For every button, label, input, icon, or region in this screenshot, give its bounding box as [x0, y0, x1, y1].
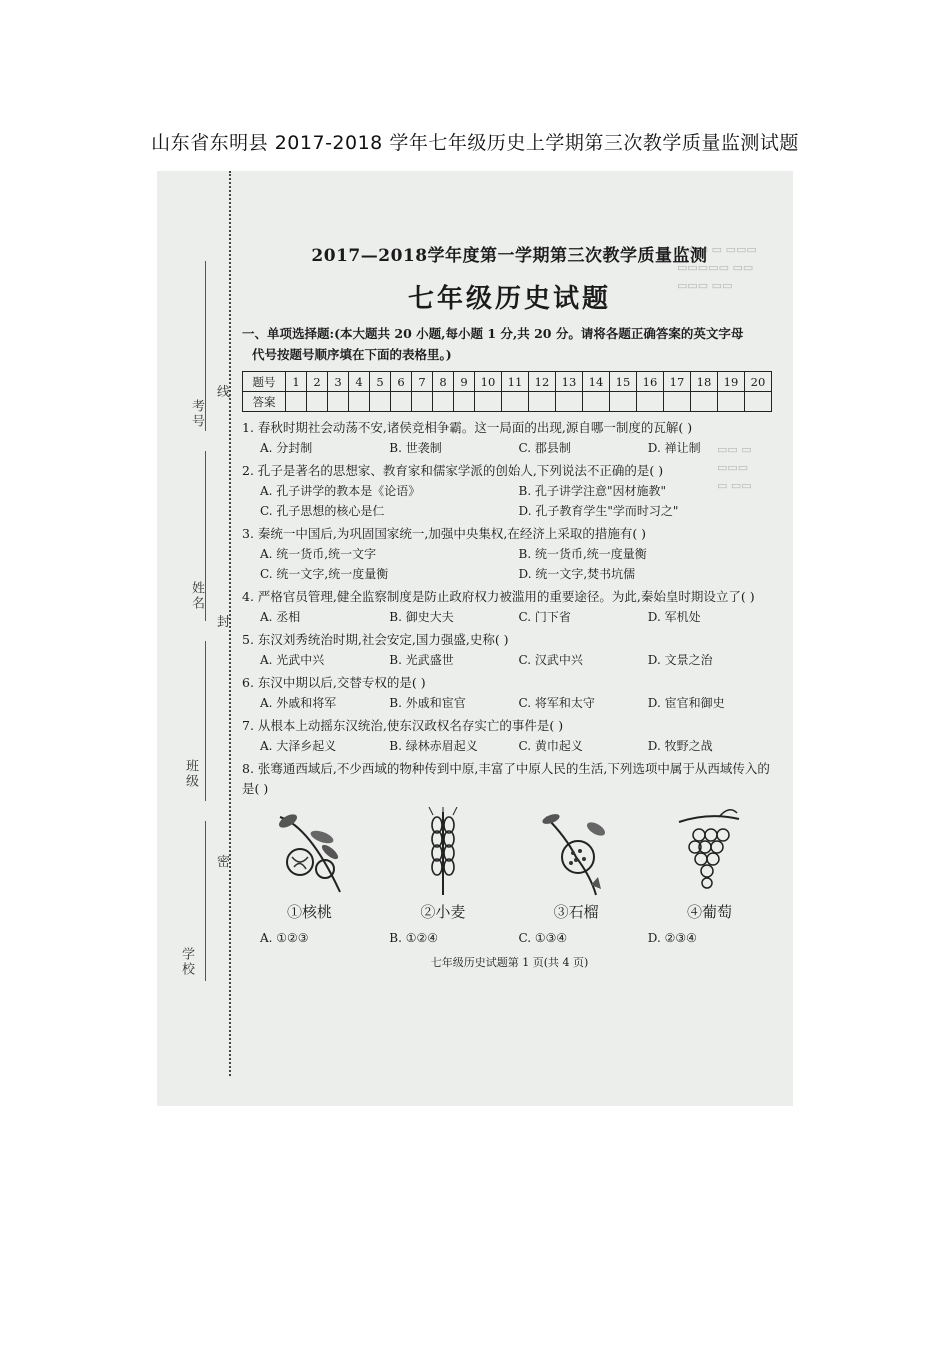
answer-cell[interactable]: [328, 392, 349, 412]
answer-cell[interactable]: [718, 392, 745, 412]
number-cell: 8: [433, 372, 454, 392]
option[interactable]: A. 统一货币,统一文字: [260, 547, 377, 561]
option[interactable]: D. 禅让制: [647, 441, 701, 455]
answer-cell[interactable]: [691, 392, 718, 412]
option[interactable]: B. 光武盛世: [389, 653, 454, 667]
answer-cell[interactable]: [745, 392, 772, 412]
answer-cell[interactable]: [454, 392, 475, 412]
walnut-plant-icon: [270, 807, 350, 897]
option[interactable]: A. 孔子讲学的教本是《论语》: [260, 484, 421, 498]
option[interactable]: C. 孔子思想的核心是仁: [260, 504, 385, 518]
option[interactable]: C. 黄巾起义: [518, 739, 583, 753]
answer-cell[interactable]: [349, 392, 370, 412]
plant-label: ①核桃: [286, 903, 332, 921]
number-row-label: 题号: [243, 372, 286, 392]
question-4: 4. 严格官员管理,健全监察制度是防止政府权力被滥用的重要途径。为此,秦始皇时期设立了( ): [242, 589, 755, 604]
number-cell: 19: [718, 372, 745, 392]
number-cell: 15: [610, 372, 637, 392]
plant-illustrations: [242, 807, 777, 922]
exam-header: 2017—2018学年度第一学期第三次教学质量监测: [311, 246, 708, 266]
answer-cell[interactable]: [556, 392, 583, 412]
answer-cell[interactable]: [664, 392, 691, 412]
option[interactable]: C. 门下省: [518, 610, 571, 624]
bleed-through-texture: ▭▭▭ ▭ ▭▭▭ ▭▭▭▭▭ ▭▭ ▭▭▭ ▭▭: [677, 243, 757, 292]
question-3-options: [242, 544, 777, 584]
number-cell: 14: [583, 372, 610, 392]
number-cell: 2: [307, 372, 328, 392]
answer-cell[interactable]: [529, 392, 556, 412]
document-title: 山东省东明县 2017-2018 学年七年级历史上学期第三次教学质量监测试题: [151, 132, 799, 154]
number-cell: 4: [349, 372, 370, 392]
option[interactable]: C. 汉武中兴: [518, 653, 583, 667]
option[interactable]: C. 郡县制: [518, 441, 571, 455]
answer-row: [243, 392, 772, 412]
answer-cell[interactable]: [370, 392, 391, 412]
grape-icon: [669, 807, 749, 897]
option[interactable]: A. 大泽乡起义: [260, 739, 337, 753]
number-cell: 11: [502, 372, 529, 392]
question-5: 5. 东汉刘秀统治时期,社会安定,国力强盛,史称( ): [242, 632, 509, 647]
question-1-options: [242, 438, 777, 458]
label-name: 姓名: [189, 581, 204, 611]
section-instructions: [242, 323, 777, 365]
option[interactable]: D. 宦官和御史: [647, 696, 725, 710]
plant-grape: [662, 807, 757, 922]
option[interactable]: A. 分封制: [260, 441, 313, 455]
question-6-options: [242, 693, 777, 713]
answer-cell[interactable]: [433, 392, 454, 412]
page-footer: 七年级历史试题第 1 页(共 4 页): [430, 956, 589, 969]
number-row: [243, 372, 772, 392]
answer-cell[interactable]: [637, 392, 664, 412]
question-7-options: [242, 736, 777, 756]
question-8-options: [242, 928, 777, 948]
answer-cell[interactable]: [475, 392, 502, 412]
exam-photo: [157, 171, 793, 1106]
question-5-options: [242, 650, 777, 670]
option[interactable]: D. 孔子教育学生"学而时习之": [518, 504, 679, 518]
number-cell: 18: [691, 372, 718, 392]
answer-cell[interactable]: [412, 392, 433, 412]
question-2: 2. 孔子是著名的思想家、教育家和儒家学派的创始人,下列说法不正确的是( ): [242, 463, 664, 478]
plant-label: ②小麦: [420, 903, 466, 921]
number-cell: 17: [664, 372, 691, 392]
answer-cell[interactable]: [502, 392, 529, 412]
section-line: 代号按题号顺序填在下面的表格里。): [252, 347, 452, 362]
option[interactable]: A. ①②③: [260, 931, 309, 945]
pomegranate-icon: [536, 807, 616, 897]
class-write-line: [205, 641, 206, 801]
option[interactable]: B. ①②④: [389, 931, 438, 945]
option[interactable]: B. 孔子讲学注意"因材施教": [518, 484, 666, 498]
answer-row-label: 答案: [243, 392, 286, 412]
plant-label: ④葡萄: [686, 903, 732, 921]
number-cell: 6: [391, 372, 412, 392]
question-8: 8. 张骞通西域后,不少西域的物种传到中原,丰富了中原人民的生活,下列选项中属于从西域传入的是( ): [242, 761, 770, 796]
option[interactable]: D. 牧野之战: [647, 739, 713, 753]
number-cell: 16: [637, 372, 664, 392]
number-cell: 12: [529, 372, 556, 392]
bleed-through-texture: ▭▭ ▭ ▭▭▭ ▭ ▭▭: [717, 443, 752, 492]
answer-cell[interactable]: [583, 392, 610, 412]
question-6: 6. 东汉中期以后,交替专权的是( ): [242, 675, 426, 690]
mark-line: 线: [217, 385, 231, 400]
number-cell: 20: [745, 372, 772, 392]
wheat-icon: [403, 807, 483, 897]
label-school: 学校: [179, 947, 194, 977]
number-cell: 7: [412, 372, 433, 392]
question-4-options: [242, 607, 777, 627]
question-7: 7. 从根本上动摇东汉统治,使东汉政权名存实亡的事件是( ): [242, 718, 564, 733]
plant-label: ③石榴: [553, 903, 599, 921]
option[interactable]: D. ②③④: [647, 931, 697, 945]
option[interactable]: B. 外戚和宦官: [389, 696, 466, 710]
plant-pomegranate: [529, 807, 624, 922]
label-class: 班级: [183, 759, 198, 789]
number-cell: 1: [286, 372, 307, 392]
plant-wheat: [395, 807, 490, 922]
answer-table: [242, 371, 772, 412]
option[interactable]: D. 军机处: [647, 610, 701, 624]
option[interactable]: B. 统一货币,统一度量衡: [518, 547, 647, 561]
option[interactable]: B. 御史大夫: [389, 610, 454, 624]
label-exam-number: 考号: [189, 399, 204, 429]
number-cell: 13: [556, 372, 583, 392]
answer-cell[interactable]: [391, 392, 412, 412]
school-write-line: [205, 821, 206, 981]
option[interactable]: B. 绿林赤眉起义: [389, 739, 478, 753]
option[interactable]: D. 文景之治: [647, 653, 713, 667]
answer-cell[interactable]: [610, 392, 637, 412]
number-cell: 5: [370, 372, 391, 392]
option[interactable]: D. 统一文字,焚书坑儒: [518, 567, 636, 581]
number-cell: 9: [454, 372, 475, 392]
exam-paper: [242, 241, 777, 970]
answer-cell[interactable]: [307, 392, 328, 412]
option[interactable]: A. 光武中兴: [260, 653, 325, 667]
option[interactable]: A. 外戚和将军: [260, 696, 337, 710]
option[interactable]: A. 丞相: [260, 610, 301, 624]
plant-walnut: [262, 807, 357, 922]
option[interactable]: C. 统一文字,统一度量衡: [260, 567, 389, 581]
option[interactable]: C. ①③④: [518, 931, 568, 945]
number-cell: 10: [475, 372, 502, 392]
option[interactable]: C. 将军和太守: [518, 696, 595, 710]
answer-cell[interactable]: [286, 392, 307, 412]
question-1: 1. 春秋时期社会动荡不安,诸侯竞相争霸。这一局面的出现,源自哪一制度的瓦解( ): [242, 420, 693, 435]
question-2-options: [242, 481, 777, 521]
number-cell: 3: [328, 372, 349, 392]
option[interactable]: B. 世袭制: [389, 441, 442, 455]
mark-secret: 密: [217, 855, 231, 870]
exam-subject: 七年级历史试题: [407, 284, 611, 314]
question-3: 3. 秦统一中国后,为巩固国家统一,加强中央集权,在经济上采取的措施有( ): [242, 526, 647, 541]
section-line: 一、单项选择题:(本大题共 20 小题,每小题 1 分,共 20 分。请将各题正确答案的英文字母: [242, 326, 744, 341]
mark-seal: 封: [217, 615, 231, 630]
